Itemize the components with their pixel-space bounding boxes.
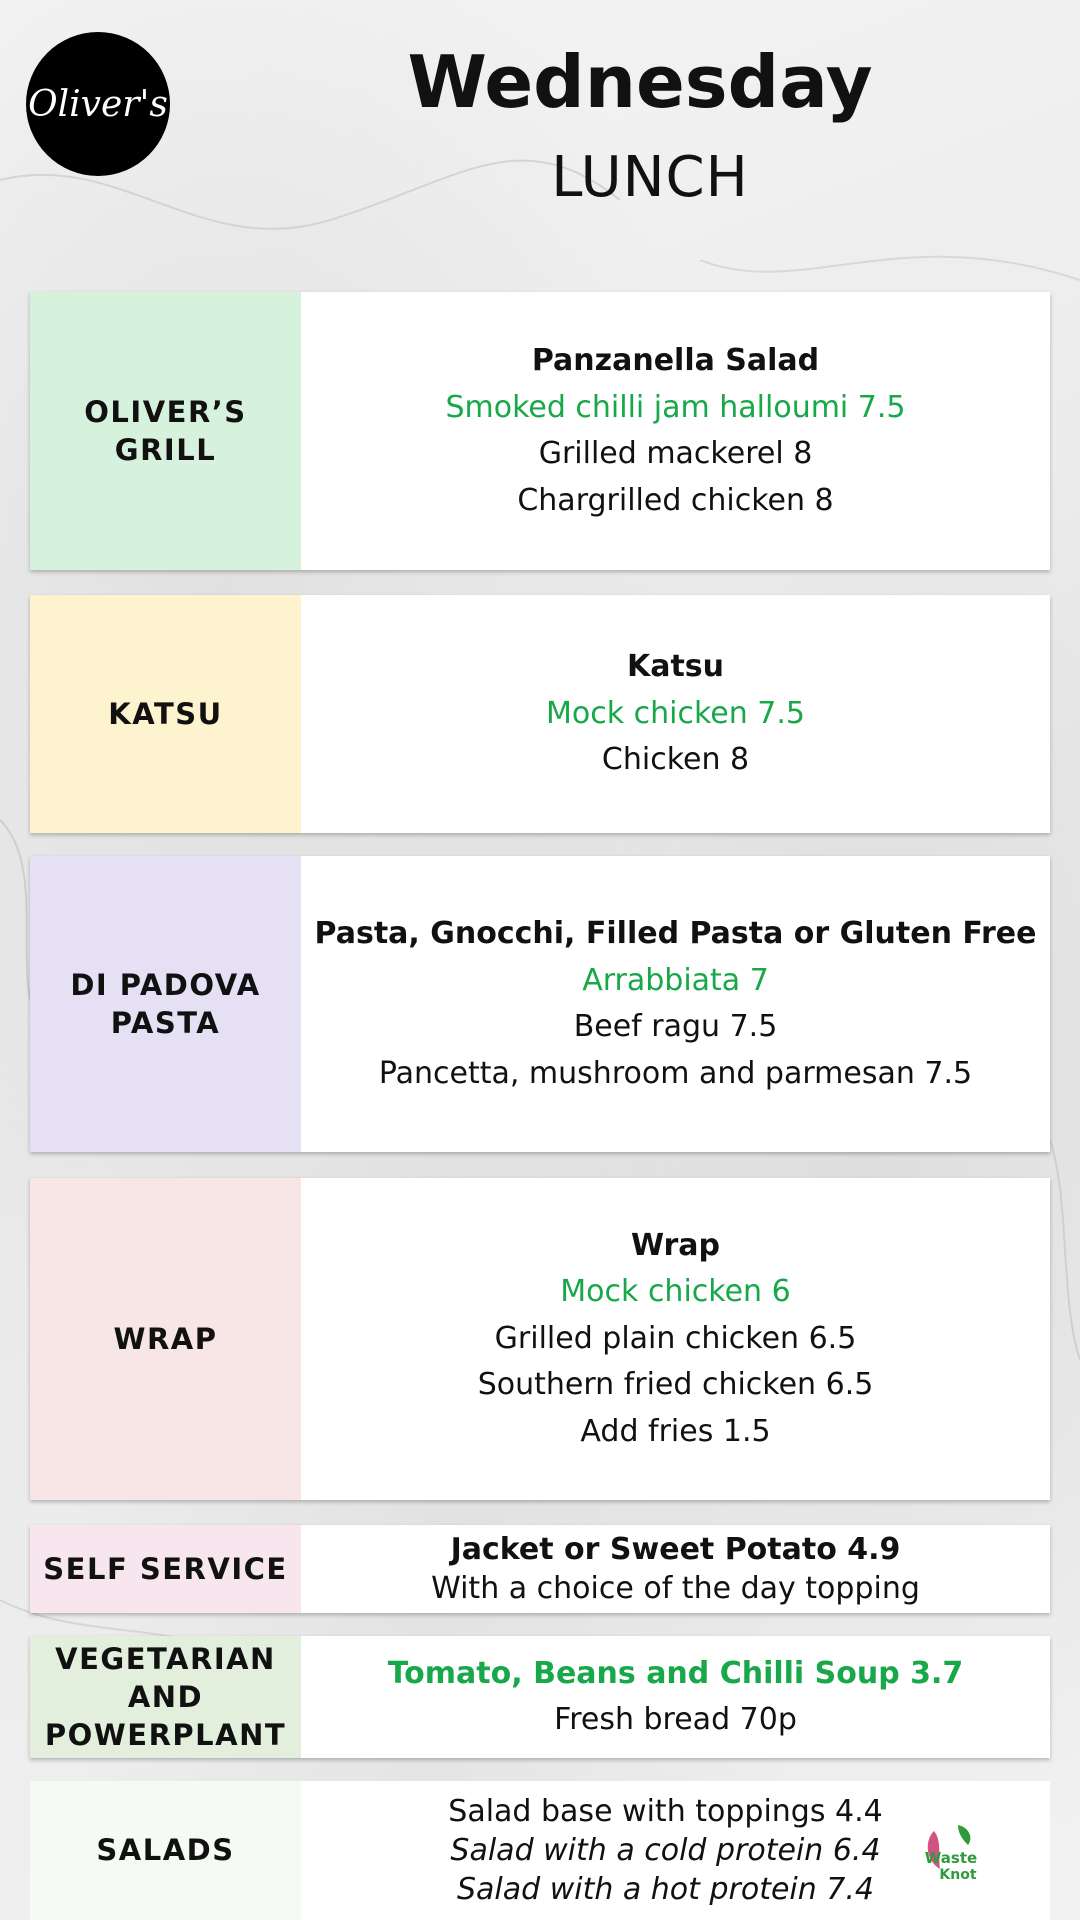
day-title: Wednesday <box>407 40 873 124</box>
section-content <box>301 1178 1050 1500</box>
menu-item: Chicken 8 <box>601 742 750 778</box>
menu-item-vegetarian: Mock chicken 7.5 <box>546 695 805 731</box>
section-label-line: VEGETARIAN <box>55 1641 276 1676</box>
section-label-text: OLIVER’S GRILL <box>84 394 247 467</box>
menu-item: Salad with a cold protein 6.4 <box>450 1833 881 1868</box>
section-label <box>30 1781 301 1920</box>
menu-item-title: Panzanella Salad <box>531 343 820 378</box>
menu-item-title: Jacket or Sweet Potato 4.9 <box>450 1532 901 1567</box>
section-label <box>30 856 301 1152</box>
section-label-text: WRAP <box>113 1321 218 1356</box>
section-olivers-grill <box>30 292 1050 570</box>
menu-item-subtitle: With a choice of the day topping <box>431 1571 920 1606</box>
section-label-text: KATSU <box>108 696 223 731</box>
section-label-line: DI PADOVA <box>70 967 261 1002</box>
section-label-text: SALADS <box>96 1833 235 1868</box>
menu-item: Pancetta, mushroom and parmesan 7.5 <box>378 1055 973 1091</box>
menu-item: Grilled mackerel 8 <box>538 436 813 471</box>
menu-item-title: Katsu <box>626 649 725 685</box>
menu-item: Salad base with toppings 4.4 <box>448 1794 883 1829</box>
menu-item: Fresh bread 70p <box>554 1702 797 1737</box>
section-label-line: PASTA <box>110 1006 221 1040</box>
section-content <box>301 1781 1050 1920</box>
section-label-line: POWERPLANT <box>44 1718 287 1753</box>
menu-item: Southern fried chicken 6.5 <box>477 1367 874 1403</box>
menu-item-title-vegetarian: Tomato, Beans and Chilli Soup 3.7 <box>387 1655 964 1691</box>
section-label-line: AND <box>127 1679 204 1714</box>
section-vegetarian-powerplant <box>30 1636 1050 1758</box>
waste-knot-text-2: Knot <box>939 1867 977 1883</box>
section-label <box>30 1178 301 1500</box>
section-label <box>30 595 301 833</box>
section-label-text: SELF SERVICE <box>43 1551 288 1586</box>
menu-item: Beef ragu 7.5 <box>573 1009 778 1044</box>
section-katsu <box>30 595 1050 833</box>
waste-knot-logo <box>914 1817 988 1891</box>
menu-item-vegetarian: Smoked chilli jam halloumi 7.5 <box>445 389 906 425</box>
waste-knot-text-1: Waste <box>924 1849 978 1867</box>
meal-title: LUNCH <box>551 145 749 210</box>
section-salads <box>30 1781 1050 1920</box>
menu-item: Add fries 1.5 <box>580 1413 771 1449</box>
section-label <box>30 1636 301 1758</box>
section-di-padova-pasta <box>30 856 1050 1152</box>
menu-item-title: Wrap <box>630 1227 721 1263</box>
menu-item: Grilled plain chicken 6.5 <box>494 1320 857 1356</box>
section-content <box>301 595 1050 833</box>
menu-item-title: Pasta, Gnocchi, Filled Pasta or Gluten Free <box>314 916 1037 951</box>
section-wrap <box>30 1178 1050 1500</box>
logo-text: Oliver's <box>28 83 168 125</box>
section-content <box>301 1636 1050 1758</box>
section-label <box>30 1525 301 1613</box>
section-content <box>301 292 1050 570</box>
section-self-service <box>30 1525 1050 1613</box>
menu-item-vegetarian: Mock chicken 6 <box>560 1274 791 1310</box>
olivers-logo <box>26 32 170 176</box>
section-label <box>30 292 301 570</box>
menu-item: Chargrilled chicken 8 <box>517 482 834 518</box>
section-content <box>301 1525 1050 1613</box>
section-content <box>301 856 1050 1152</box>
menu-item-vegetarian: Arrabbiata 7 <box>582 962 769 998</box>
menu-item: Salad with a hot protein 7.4 <box>456 1872 875 1907</box>
